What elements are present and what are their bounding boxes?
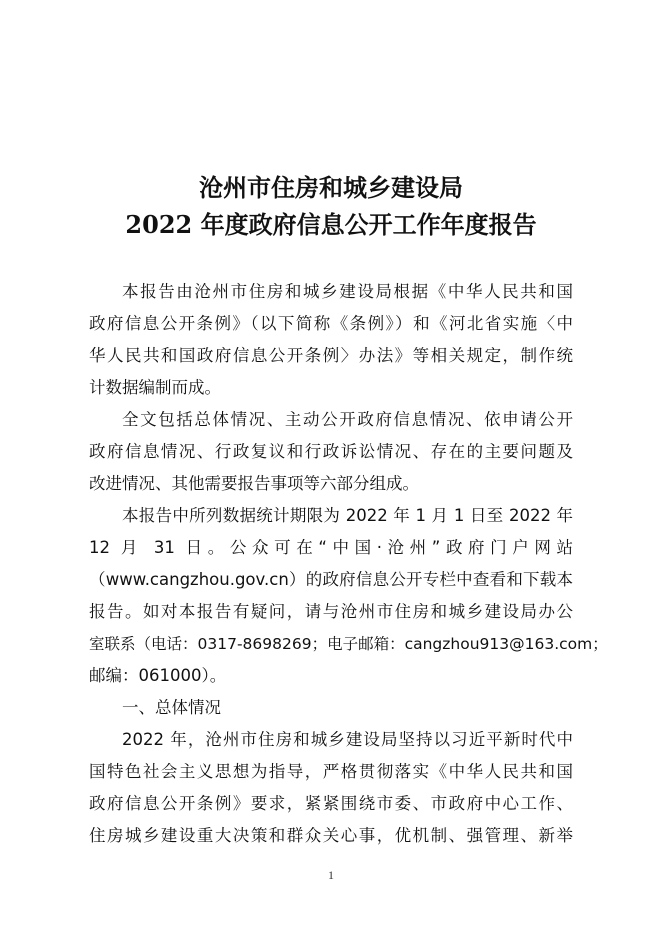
paragraph-line: 本报告由沧州市住房和城乡建设局根据《中华人民共和国 [122,282,573,301]
paragraph-line: 2022 年，沧州市住房和城乡建设局坚持以习近平新时代中 [122,730,573,749]
section-heading: 一、总体情况 [122,698,221,717]
report-title-line-1: 沧州市住房和城乡建设局 [199,173,463,202]
paragraph-line: 报告。如对本报告有疑问，请与沧州市住房和城乡建设局办公 [89,602,573,621]
paragraph-line: 本报告中所列数据统计期限为 2022 年 1 月 1 日至 2022 年 [122,506,573,525]
paragraph-line: 计数据编制而成。 [89,378,221,397]
report-title-line-2: 2022 年度政府信息公开工作年度报告 [125,210,537,239]
page-number: 1 [328,868,334,882]
paragraph-line: 邮编：061000）。 [89,666,227,685]
paragraph-line: 国特色社会主义思想为指导，严格贯彻落实《中华人民共和国 [89,762,573,781]
paragraph-line: 全文包括总体情况、主动公开政府信息情况、依申请公开 [122,410,573,429]
paragraph-line: 住房城乡建设重大决策和群众关心事，优机制、强管理、新举 [89,826,573,845]
paragraph-line: 政府信息公开条例》要求，紧紧围绕市委、市政府中心工作、 [89,794,573,813]
paragraph-line: （www.cangzhou.gov.cn）的政府信息公开专栏中查看和下载本 [89,570,573,589]
paragraph-line: 改进情况、其他需要报告事项等六部分组成。 [89,474,419,493]
paragraph-line: 华人民共和国政府信息公开条例〉办法》等相关规定，制作统 [89,346,573,365]
paragraph-line: 政府信息情况、行政复议和行政诉讼情况、存在的主要问题及 [89,442,573,461]
paragraph-line: 室联系（电话：0317-8698269；电子邮箱：cangzhou913@163.com； [89,635,608,653]
paragraph-line: 政府信息公开条例》（以下简称《条例》）和《河北省实施〈中 [89,314,573,333]
paragraph-line: 12 月 31 日。公众可在“中国·沧州”政府门户网站 [89,538,573,557]
